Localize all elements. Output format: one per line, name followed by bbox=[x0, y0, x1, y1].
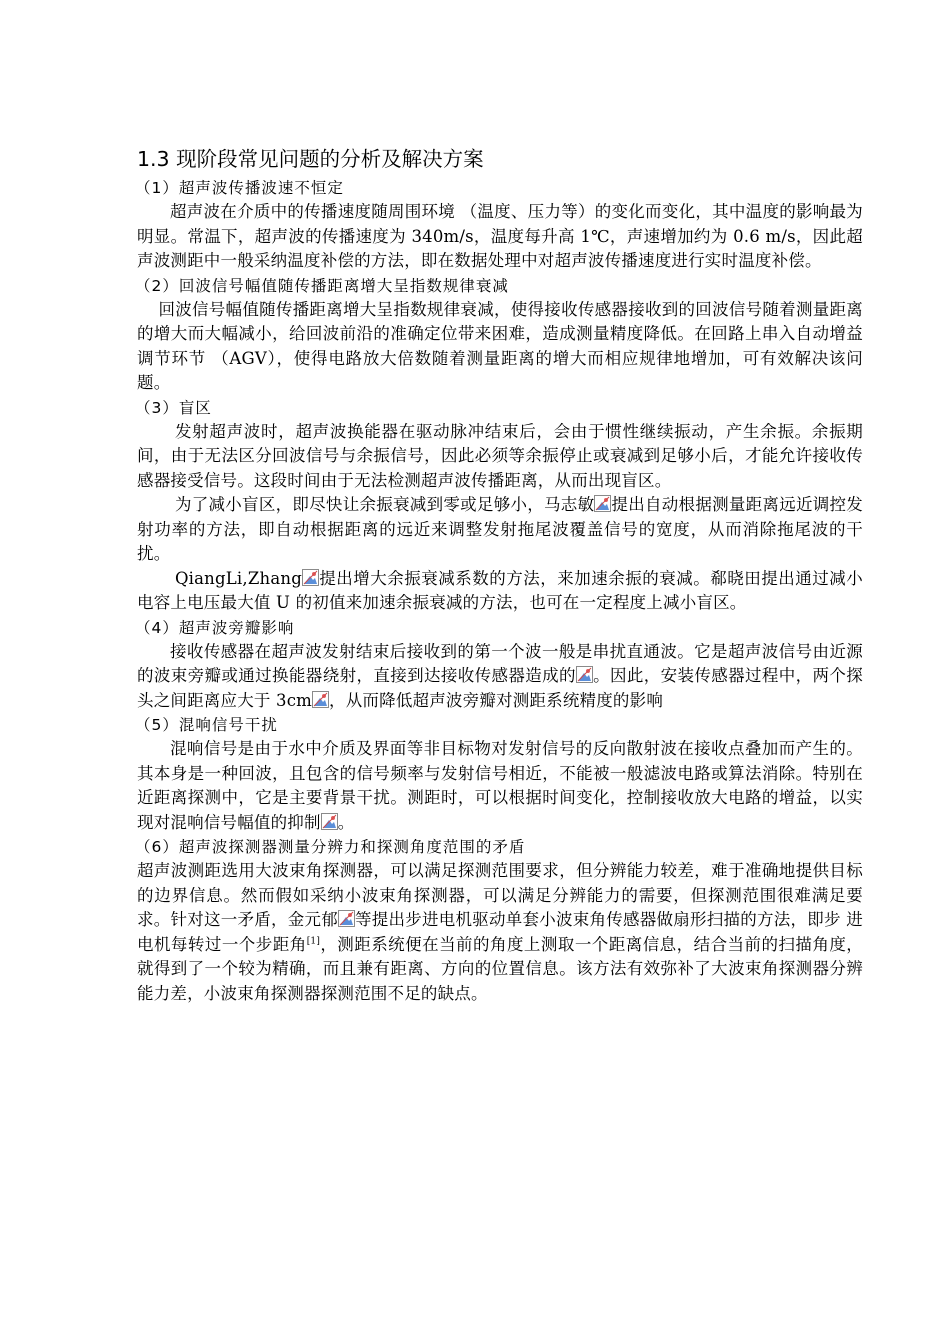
paragraph-7 bbox=[137, 737, 863, 835]
paragraph-4-part-a: 为了减小盲区，即尽快让余振衰减到零或足够小，马志敏 bbox=[174, 495, 595, 514]
paragraph-8 bbox=[137, 859, 863, 1006]
subheading-5: （5）混响信号干扰 bbox=[135, 716, 278, 734]
broken-image-icon bbox=[576, 666, 593, 683]
paragraph-4-part-b: 提出自动根据测量距离远近调控发射功率的方法，即自动根据距离的远近来调整发射拖尾波覆盖信号的宽度，从而消除拖尾波的干扰。 bbox=[137, 495, 864, 563]
paragraph-5 bbox=[137, 567, 863, 616]
paragraph-8-part-c: ，测距系统便在当前的角度上测取一个距离信息，结合当前的扫描角度，就得到了一个较为精确，而且兼有距离、方向的位置信息。该方法有效弥补了大波束角探测器分辨能力差，小波束角探测器探测范围不足的缺点。 bbox=[137, 934, 864, 1003]
citation-marker: [1] bbox=[306, 936, 321, 946]
paragraph-8-part-b: 等提出步进电机驱动单套小波束角传感器做扇形扫描的方法，即步 进电机每转过一个步距角 bbox=[137, 910, 863, 954]
subheading-4: （4）超声波旁瓣影响 bbox=[135, 618, 295, 637]
broken-image-icon bbox=[594, 495, 611, 512]
subheading-2: （2）回波信号幅值随传播距离增大呈指数规律衰减 bbox=[135, 276, 509, 295]
broken-image-icon bbox=[338, 910, 355, 927]
broken-image-icon bbox=[302, 569, 319, 586]
paragraph-7-part-b: 。 bbox=[337, 812, 355, 832]
paragraph-6 bbox=[137, 640, 863, 714]
paragraph-6-part-a: 接收传感器在超声波发射结束后接收到的第一个波一般是串扰直通波。它是超声波信号由近源的波束旁瓣或通过换能器绕射，直接到达接收传感器造成的 bbox=[137, 641, 863, 685]
paragraph-2: 回波信号幅值随传播距离增大呈指数规律衰减，使得接收传感器接收到的回波信号随着测量距离的增大而大幅减小，给回波前沿的准确定位带来困难，造成测量精度降低。在回路上串入自动增益调节环节 （AGV），使得电路放大倍数随着测量距离的增大而相应规律地增加，可有效解决该问题。 bbox=[137, 299, 863, 392]
broken-image-icon bbox=[312, 691, 329, 708]
subheading-6: （6）超声波探测器测量分辨力和探测角度范围的矛盾 bbox=[135, 838, 526, 856]
paragraph-6-part-b: 。因此，安装传感器过程中，两个探头之间距离应大于 3cm bbox=[137, 666, 863, 710]
subheading-3: （3）盲区 bbox=[135, 398, 212, 417]
paragraph-5-part-b: 提出增大余振衰减系数的方法，来加速余振的衰减。郗晓田提出通过减小电容上电压最大值 U 的初值来加速余振衰减的方法，也可在一定程度上减小盲区。 bbox=[137, 568, 863, 612]
paragraph-7-part-a: 混响信号是由于水中介质及界面等非目标物对发射信号的反向散射波在接收点叠加而产生的。其本身是一种回波，且包含的信号频率与发射信号相近，不能被一般滤波电路或算法消除。特别在近距离探测中，它是主要背景干扰。测距时，可以根据时间变化，控制接收放大电路的增益，以实现对混响信号幅值的抑制 bbox=[137, 739, 863, 832]
paragraph-4 bbox=[137, 493, 863, 567]
section-title: 1.3 现阶段常见问题的分析及解决方案 bbox=[137, 147, 484, 171]
paragraph-5-part-a: QiangLi,Zhang bbox=[174, 568, 302, 588]
subheading-1: （1）超声波传播波速不恒定 bbox=[135, 179, 344, 197]
document-page bbox=[137, 146, 863, 1006]
paragraph-1: 超声波在介质中的传播速度随周围环境 （温度、压力等）的变化而变化，其中温度的影响最为明显。常温下，超声波的传播速度为 340m/s，温度每升高 1℃，声速增加约为 0.6 m/s，因此超声波测距中一般采纳温度补偿的方法，即在数据处理中对超声波传播速度进行实时温度补偿。 bbox=[137, 202, 863, 270]
paragraph-6-part-c: ，从而降低超声波旁瓣对测距系统精度的影响 bbox=[329, 690, 664, 710]
paragraph-8-part-a: 超声波测距选用大波束角探测器，可以满足探测范围要求，但分辨能力较差，难于准确地提供目标的边界信息。然而假如采纳小波束角探测器，可以满足分辨能力的需要，但探测范围很难满足要求。针对这一矛盾，金元郁 bbox=[137, 861, 863, 929]
paragraph-3: 发射超声波时，超声波换能器在驱动脉冲结束后，会由于惯性继续振动，产生余振。余振期间，由于无法区分回波信号与余振信号，因此必须等余振停止或衰减到足够小后，才能允许接收传感器接受信号。这段时间由于无法检测超声波传播距离，从而出现盲区。 bbox=[137, 421, 863, 490]
broken-image-icon bbox=[321, 813, 338, 830]
